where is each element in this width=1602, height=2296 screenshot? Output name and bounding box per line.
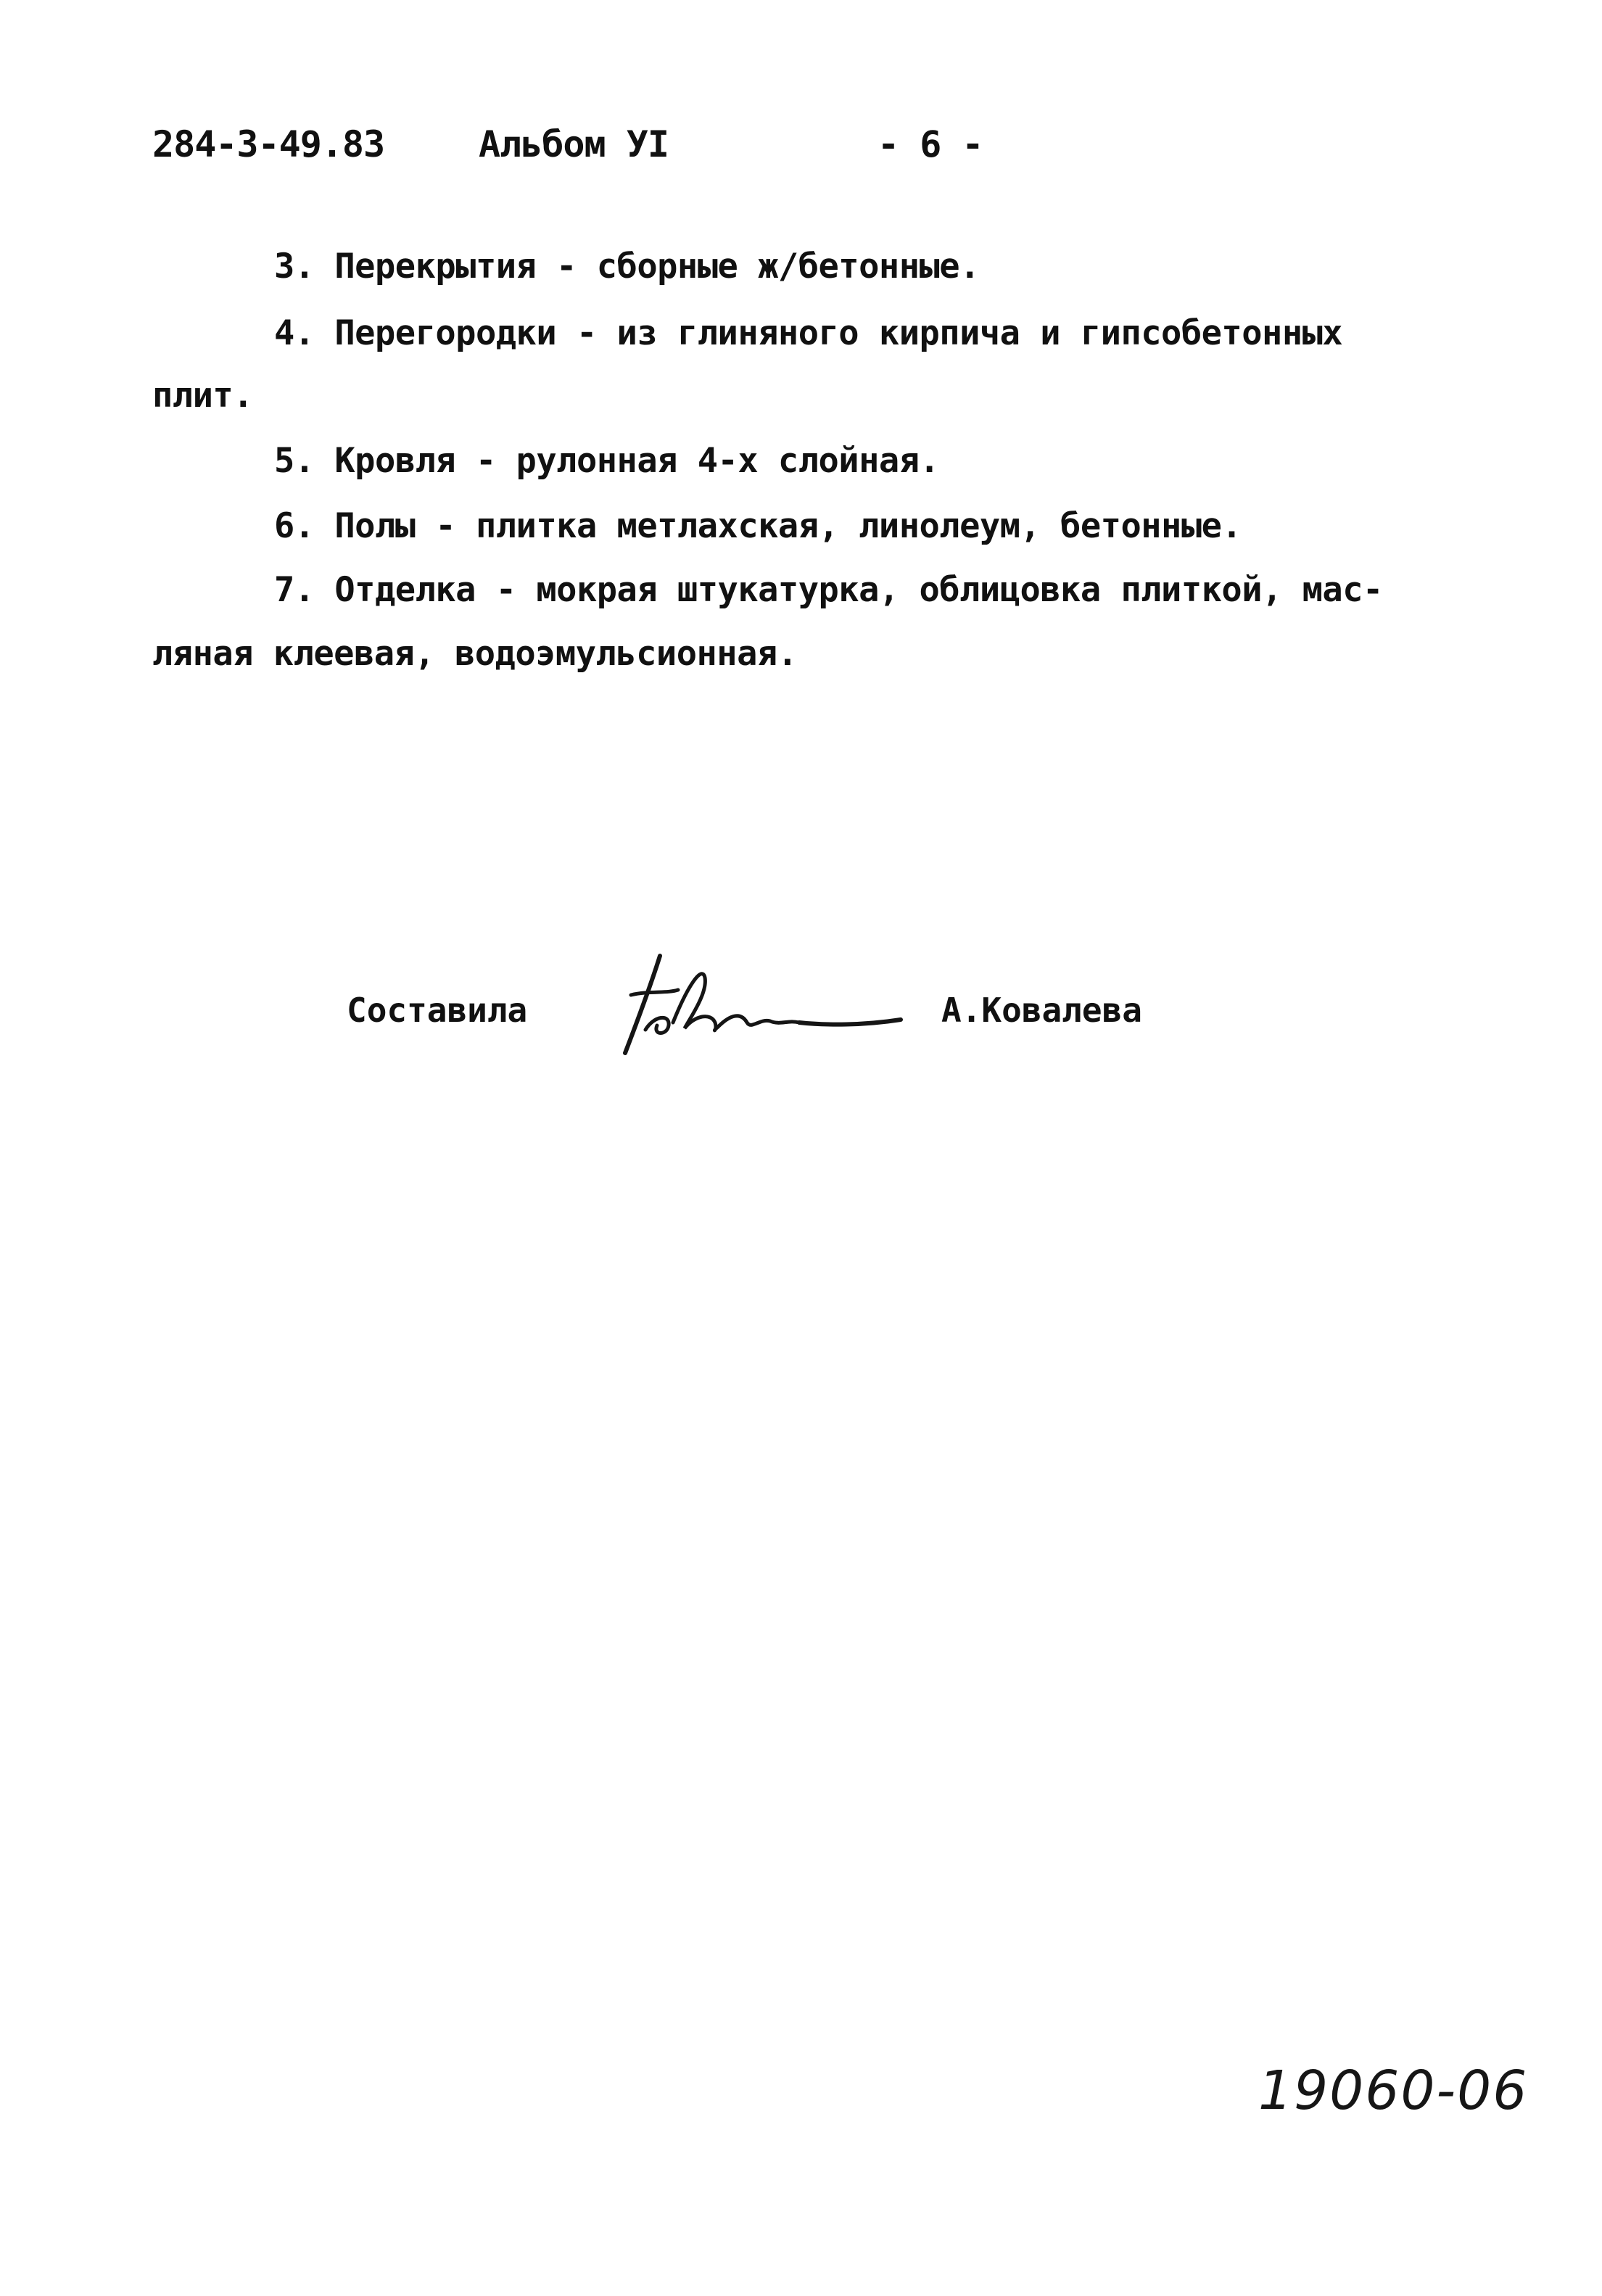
signature-label: Составила xyxy=(347,991,528,1030)
item-7-finishing: 7. Отделка - мокрая штукатурка, облицовка плиткой, мас- xyxy=(274,570,1383,610)
item-4-continuation: плит. xyxy=(152,376,253,416)
album-label: Альбом УI xyxy=(479,123,669,165)
inventory-number: 19060-06 xyxy=(1258,2060,1529,2122)
item-6-floors: 6. Полы - плитка метлахская, линолеум, бетонные. xyxy=(274,506,1242,546)
document-code: 284-3-49.83 xyxy=(152,123,385,165)
author-name: А.Ковалева xyxy=(941,991,1142,1030)
item-3-ceilings: 3. Перекрытия - сборные ж/бетонные. xyxy=(274,247,980,286)
handwritten-signature xyxy=(609,950,907,1059)
item-5-roof: 5. Кровля - рулонная 4-х слойная. xyxy=(274,441,940,481)
item-7-continuation: ляная клеевая, водоэмульсионная. xyxy=(152,634,798,674)
page-number: - 6 - xyxy=(878,123,983,165)
item-4-partitions: 4. Перегородки - из глиняного кирпича и гипсобетонных xyxy=(274,313,1343,353)
